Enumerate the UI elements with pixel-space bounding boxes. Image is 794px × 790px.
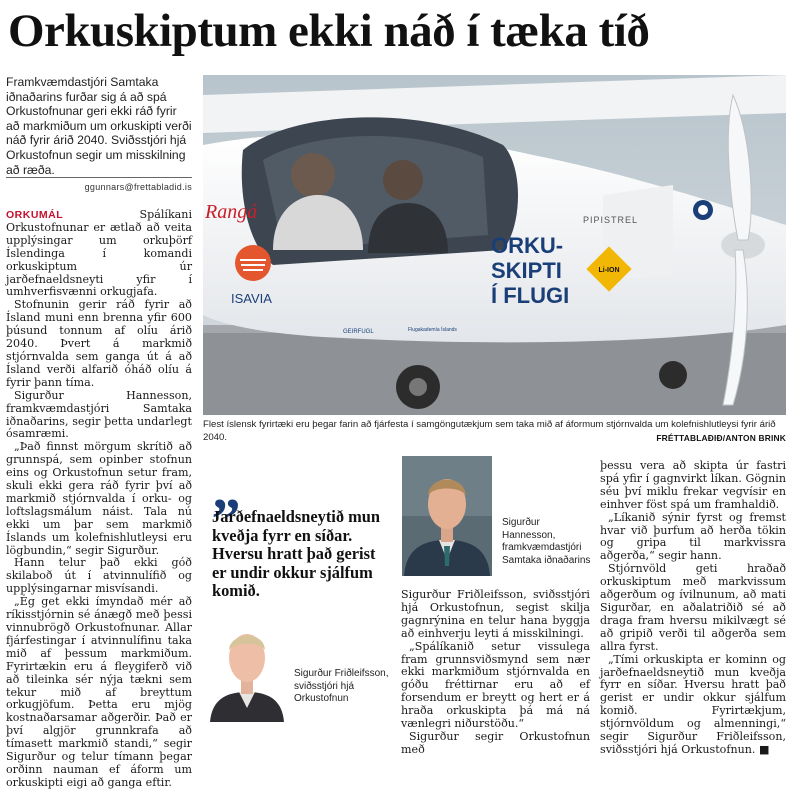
portrait-hannesson	[402, 456, 492, 576]
paragraph: „Spálíkanið setur vissulega fram grunnsviðsmynd sem nær ekki markmiðum stjórnvalda en góðu fréttirnar eru að ef forsendum er breytt og hert er á hraða orkuskipta þá má ná vænlegri niðurstöðu.“	[401, 639, 590, 731]
paragraph: „Tími orkuskipta er kominn og jarðefnaeldsneytið mun kveðja fyrr en síðar. Hversu hratt það gerist er undir okkur sjálfum komið. Fyrirtækjum, stjórnvöldum og almenningi,“ segir Sigurður Friðleifsson, sviðsstjóri hjá Orkustofnun. ■	[600, 652, 786, 756]
divider	[6, 177, 192, 178]
paragraph: Sigurður segir Orkustofnun með	[401, 729, 590, 756]
paragraph: „Það finnst mörgum skrítið að grunnspá, sem opinber stofnun eins og Orkustofnun setur fram, skuli ekki gera ráð fyrir því að markmið stjórnvalda í orku- og loftslagsmálum náist. Tala nú ekki um þar sem markmið Íslands um kolefnishlutleysi eru lögbundin,“ segir Sigurður.	[6, 440, 192, 557]
paragraph: „Líkanið sýnir fyrst og fremst hvar við þurfum að herða tökin og gripa til markvissra aðgerða,“ segir hann.	[600, 510, 786, 563]
article-column-1	[6, 209, 192, 790]
quote-icon: „	[212, 456, 241, 521]
plane-text-line-1: ORKU-	[491, 233, 564, 258]
byline[interactable]: ggunnars@frettabladid.is	[84, 182, 192, 192]
paragraph: Sigurður Friðleifsson, sviðsstjóri hjá Orkustofnun, segist skilja gagnrýnina en telur hana byggja að einhverju leyti á misskilningi.	[401, 588, 590, 640]
brand-isavia: ISAVIA	[231, 291, 272, 306]
main-photo	[203, 75, 786, 415]
brand-flugakademia: Flugakademía Íslands	[408, 327, 457, 333]
article-column-3	[401, 589, 590, 757]
pull-quote: Jarðefnaeldsneytið mun kveðja fyrr en síðar. Hversu hratt það gerist er undir okkur sjálfum komið.	[212, 507, 381, 601]
plane-text-line-2: SKIPTI	[491, 258, 562, 283]
paragraph: Hann telur það ekki góð skilaboð út í atvinnulífið og upplýsingarnar misvísandi.	[6, 556, 192, 596]
article-column-4	[600, 460, 786, 757]
electric-plane-illustration	[203, 75, 786, 415]
paragraph: ORKUMÁL Spálíkani Orkustofnunar er ætlað að veita upplýsingar um orkuþörf Íslendinga í komandi orkuskiptum úr jarðefnaeldsneyti yfir í umhverfisvænni orkugjafa.	[6, 208, 192, 299]
paragraph: Stjórnvöld geti hraðað orkuskiptum með markvissum aðgerðum og ívilnunum, að mati Sigurðar, en aðalatriðið sé að draga fram hversu mikilvægt sé að gripið verði til aðgerða sem allra fyrst.	[600, 562, 786, 653]
person-icon	[402, 456, 492, 576]
warning-label: Li-ION	[598, 267, 620, 274]
photo-credit: FRÉTTABLAÐIÐ/ANTON BRINK	[656, 433, 786, 443]
photo-caption: Flest íslensk fyrirtæki eru þegar farin að fjárfesta í samgöngutækjum sem taka mið af áformum stjórnvalda um kolefnishlutleysi fyrir árið 2040.	[203, 419, 776, 443]
portrait-fridleifsson-caption: Sigurður Friðleifsson, sviðsstjóri hjá Orkustofnun	[294, 668, 389, 705]
portrait-hannesson-caption: Sigurður Hannesson, framkvæmdastjóri Samtaka iðnaðarins	[502, 517, 591, 566]
brand-pipistrel: PIPISTREL	[583, 215, 639, 225]
headline: Orkuskiptum ekki náð í tæka tíð	[8, 5, 650, 57]
paragraph: þessu vera að skipta úr fastri spá yfir í gagnvirkt líkan. Gögnin séu því miklu frekar vegvísir en einhver föst spá um framhaldið.	[600, 459, 786, 511]
brand-ranga: Rangá	[205, 201, 258, 223]
brand-geirfugl: GEIRFUGL	[343, 329, 374, 335]
paragraph: Sigurður Hannesson, framkvæmdastjóri Samtaka iðnaðarins, segir þetta undarlegt ósamræmi.	[6, 388, 192, 441]
plane-text-line-3: Í FLUGI	[491, 283, 570, 308]
lead-paragraph: Framkvæmdastjóri Samtaka iðnaðarins furðar sig á að spá Orkustofnunar geri ekki ráð fyrir að markmiðum um orkuskipti verði náð fyrir árið 2040. Sviðsstjóri hjá Orkustofnun segir um misskilning að ræða.	[6, 75, 192, 177]
person-icon	[206, 612, 288, 722]
kicker: ORKUMÁL	[6, 209, 64, 221]
portrait-fridleifsson	[206, 612, 288, 722]
paragraph: „Ég get ekki ímyndað mér að ríkisstjórnin sé ánægð með þessi vinnubrögð Orkustofnunar. Allar fjárfestingar í atvinnulífinu taka mið af þessum markmiðum. Fyrirtækin eru á fleygiferð við að tileinka sér nýja tækni sem tekur mið af breyttum orkugjöfum. Þetta eru mjög kostnaðarsamar aðgerðir. Það er því algjör grunnkrafa að tímasett markmið standi,“ segir Sigurður og telur tímann þegar orðinn nauman ef áform um orkuskipti eigi að ganga eftir.	[6, 595, 192, 789]
paragraph: Stofnunin gerir ráð fyrir að Ísland muni enn brenna yfir 600 þúsund tonnum af olíu árið 2040. Þvert á markmið stjórnvalda sem ganga út á að Ísland verði alfarið óháð olíu á fyrir þann tíma.	[6, 298, 192, 389]
